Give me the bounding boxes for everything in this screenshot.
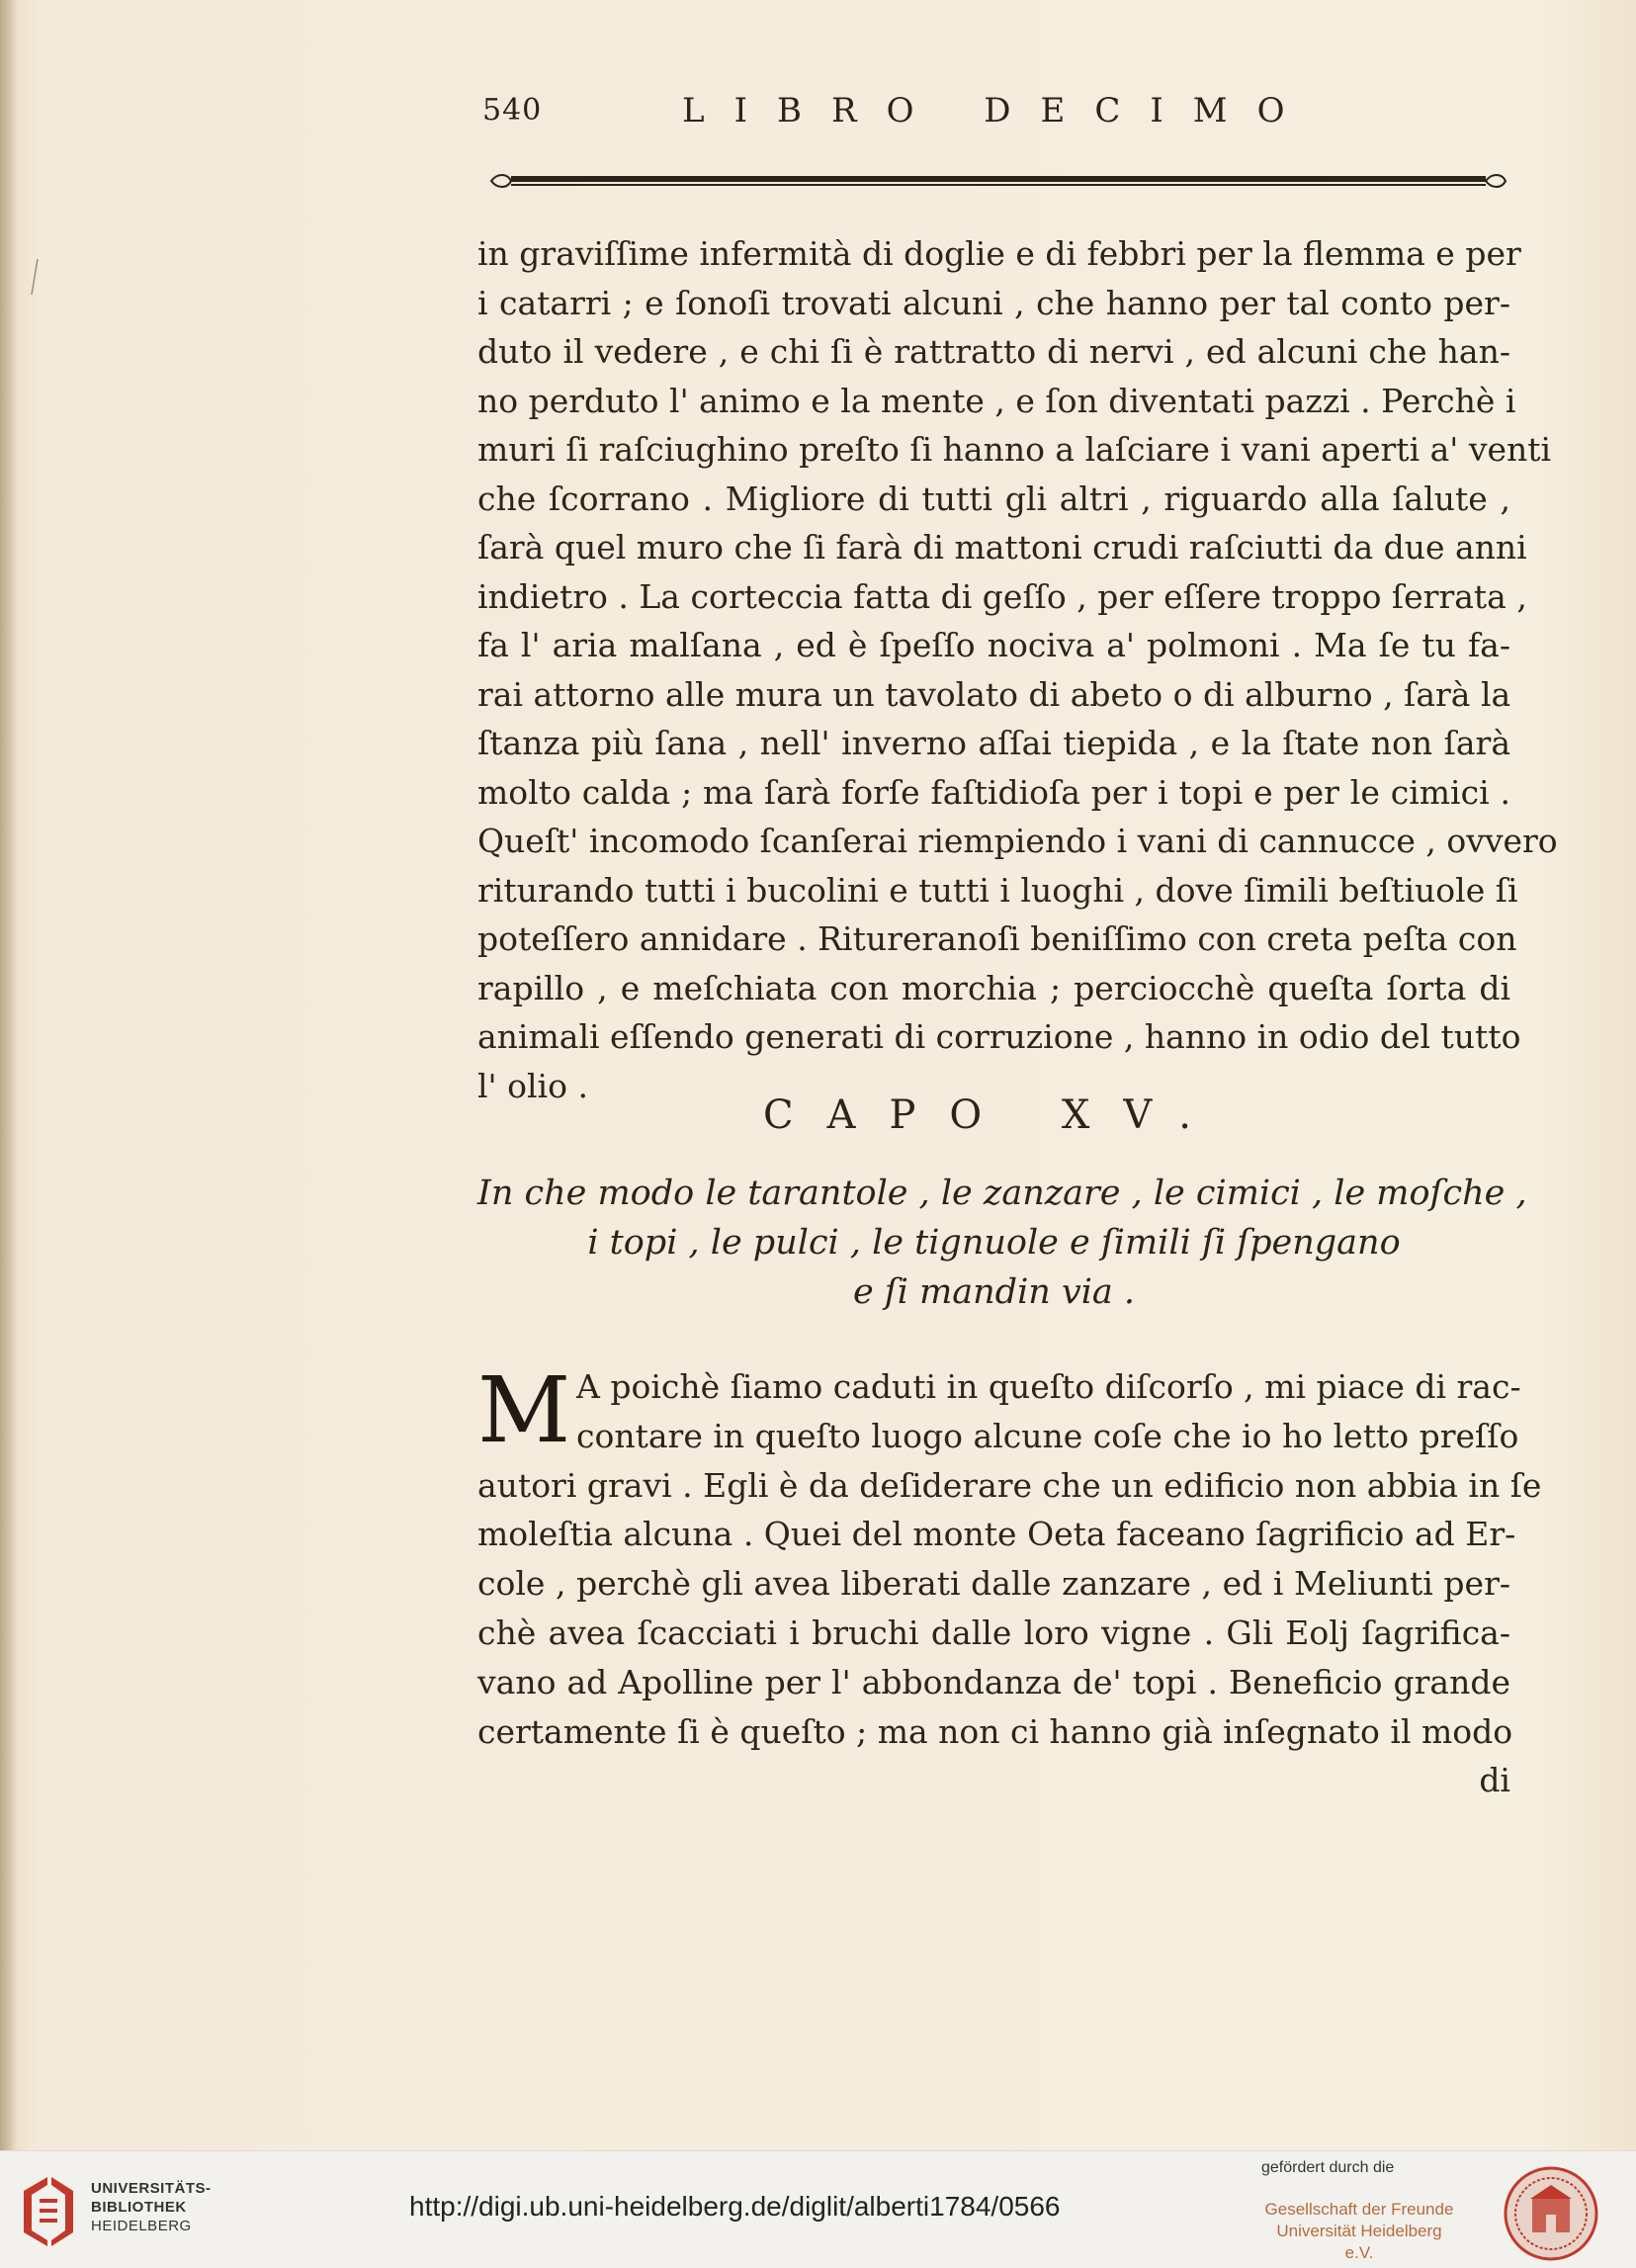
library-line: BIBLIOTHEK (91, 2199, 187, 2216)
paragraph-2 (477, 1357, 1542, 1805)
permalink-url[interactable]: http://digi.ub.uni-heidelberg.de/diglit/alberti1784/0566 (409, 2191, 1061, 2222)
text-line: vano ad Apolline per l' abbondanza de' topi . Beneficio grande (477, 1662, 1510, 1701)
text-line: indietro . La corteccia fatta di geſſo , per eſſere troppo ſerrata , (477, 576, 1527, 616)
text-line: chè avea ſcacciati i bruchi dalle loro vigne . Gli Eolj ſagrifica- (477, 1613, 1510, 1652)
ub-heidelberg-logo-icon[interactable] (18, 2171, 79, 2248)
page-number: 540 (482, 93, 543, 128)
running-head: LIBRO DECIMO (682, 91, 1315, 131)
text-line: autori gravi . Egli è da deſiderare che un edificio non abbia in ſe (477, 1465, 1542, 1505)
text-line: l' olio . (477, 1066, 588, 1105)
text-line: certamente ſi è queſto ; ma non ci hanno già inſegnato il modo (477, 1711, 1513, 1751)
society-line: Universität Heidelberg e.V. (1276, 2222, 1442, 2262)
text-line: ſarà quel muro che ſi farà di mattoni crudi raſciutti da due anni (477, 528, 1527, 567)
text-line: animali eſſendo generati di corruzione , hanno in odio del tutto (477, 1017, 1521, 1056)
page-header (474, 87, 1512, 136)
text-line: no perduto l' animo e la mente , e ſon diventati pazzi . Perchè i (477, 381, 1516, 420)
subtitle-line: e ſi mandin via . (852, 1272, 1136, 1312)
society-line: Gesellschaft der Freunde (1264, 2200, 1454, 2219)
library-name (91, 2179, 212, 2235)
text-line: duto il vedere , e chi ſi è rattratto di nervi , ed alcuni che han- (477, 332, 1510, 371)
margin-pencil-mark (28, 257, 42, 297)
paragraph-1 (477, 229, 1558, 1110)
text-line: rapillo , e meſchiata con morchia ; perciocchè queſta ſorta di (477, 968, 1510, 1007)
text-line: i catarri ; e ſonoſi trovati alcuni , che hanno per tal conto per- (477, 283, 1510, 322)
text-line: moleſtia alcuna . Quei del monte Oeta faceano ſagrificio ad Er- (477, 1515, 1516, 1554)
text-line: Queſt' incomodo ſcanſerai riempiendo i vani di cannucce , ovvero (477, 822, 1558, 860)
text-line: A poichè ſiamo caduti in queſto diſcorſo , mi piace di rac- (576, 1367, 1521, 1406)
viewer-footer (0, 2150, 1636, 2268)
funded-by-label: gefördert durch die (1261, 2159, 1395, 2176)
university-seal-icon (1503, 2165, 1599, 2262)
library-line: HEIDELBERG (91, 2218, 192, 2234)
text-line: in graviſſime infermità di doglie e di febbri per la flemma e per (477, 234, 1521, 273)
text-line: cole , perchè gli avea liberati dalle zanzare , ed i Meliunti per- (477, 1564, 1510, 1604)
text-line: ſtanza più ſana , nell' inverno aſſai tiepida , e la ſtate non ſarà (477, 724, 1510, 762)
text-line: contare in queſto luogo alcune coſe che io ho letto preſſo (576, 1416, 1519, 1455)
text-line: poteſſero annidare . Ritureranoſi beniſſimo con creta peſta con (477, 919, 1517, 958)
chapter-title: CAPO XV. (763, 1092, 1225, 1138)
subtitle-line: In che modo le tarantole , le zanzare , le cimici , le moſche , (477, 1174, 1527, 1213)
text-line: molto calda ; ma ſarà forſe faſtidioſa per i topi e per le cimici . (477, 772, 1510, 812)
sponsor-society[interactable] (1260, 2199, 1458, 2264)
page-edge-shadow (0, 0, 18, 2150)
text-line: fa l' aria malſana , ed è ſpeſſo nociva a' polmoni . Ma ſe tu fa- (477, 626, 1510, 664)
ornamental-rule (489, 170, 1507, 192)
catchword: di (1479, 1761, 1510, 1800)
text-line: muri ſi raſciughino preſto ſi hanno a laſciare i vani aperti a' venti (477, 430, 1552, 469)
text-line: rai attorno alle mura un tavolato di abeto o di alburno , ſarà la (477, 674, 1511, 714)
text-line: che ſcorrano . Migliore di tutti gli altri , riguardo alla ſalute , (477, 479, 1510, 518)
library-line: UNIVERSITÄTS- (91, 2180, 212, 2197)
subtitle-line: i topi , le pulci , le tignuole e ſimili ſi ſpengano (587, 1223, 1401, 1263)
chapter-subtitle (477, 1169, 1527, 1317)
text-line: riturando tutti i bucolini e tutti i luoghi , dove ſimili beſtiuole ſi (477, 870, 1518, 910)
drop-cap: M (477, 1357, 571, 1463)
